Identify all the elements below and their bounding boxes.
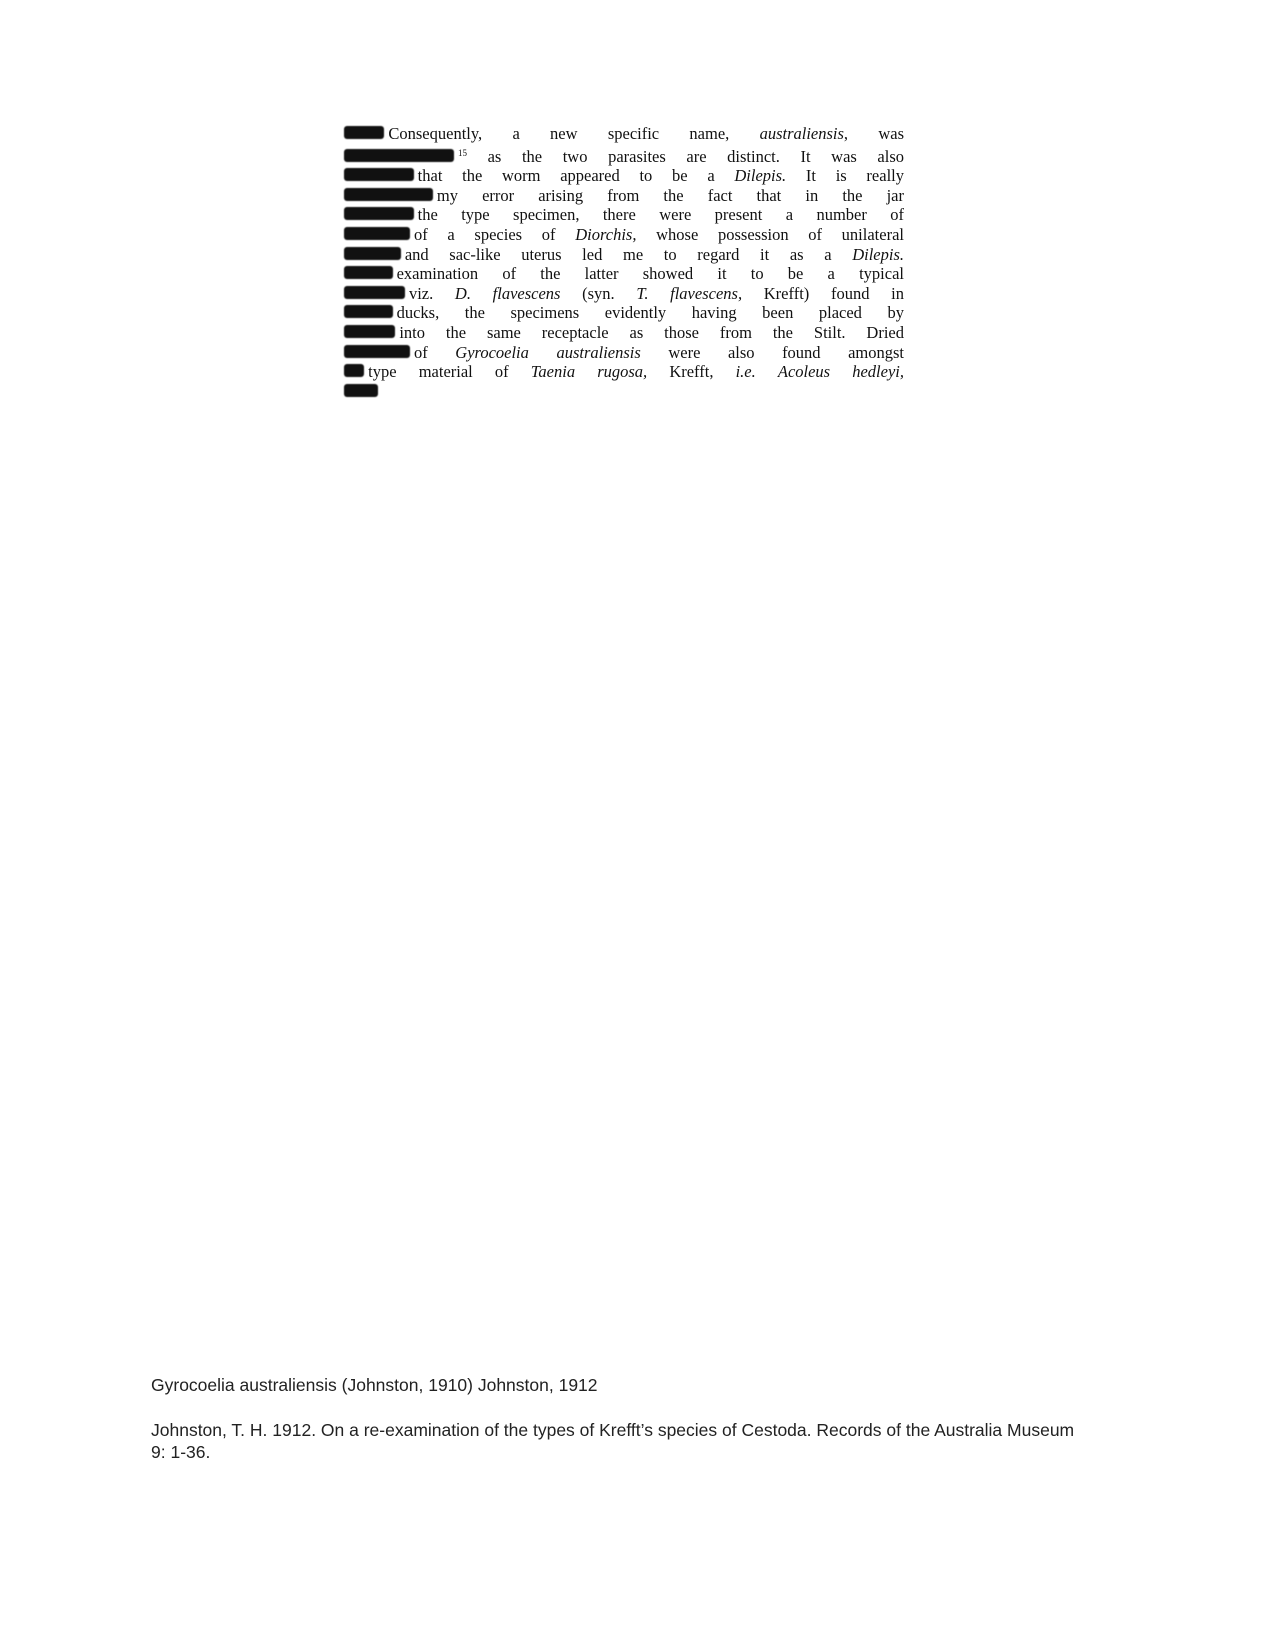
taxon-name: Gyrocoelia australiensis (Johnston, 1910) Johnston, 1912: [151, 1375, 598, 1395]
scan-line-text: and sac-like uterus led me to regard it as a Dilepis.: [404, 244, 904, 264]
smudged-word: [344, 188, 433, 201]
scan-line: [344, 323, 904, 343]
scan-noise: [600, 420, 900, 424]
scan-line: [344, 343, 904, 363]
footnote-marker: 15: [457, 147, 467, 158]
bibliographic-reference: Johnston, T. H. 1912. On a re-examination of the types of Krefft’s species of Cestoda. Records of the Australia Museum 9: 1-36.: [151, 1420, 1075, 1462]
scan-line: [344, 205, 904, 225]
scan-line: [344, 264, 904, 284]
scan-line-text: my error arising from the fact that in the jar: [436, 185, 904, 205]
scan-line-text: into the same receptacle as those from the Stilt. Dried: [399, 322, 904, 342]
smudged-word: [344, 126, 384, 139]
scan-line: [344, 303, 904, 323]
scan-line: [344, 245, 904, 265]
scan-line-text: viz. D. flavescens (syn. T. flavescens, Krefft) found in: [408, 283, 904, 303]
scan-line-text: as the two parasites are distinct. It was also: [487, 146, 904, 166]
smudged-word: [344, 247, 401, 260]
scan-line-text: ducks, the specimens evidently having been placed by: [396, 303, 904, 323]
scan-line: [344, 186, 904, 206]
scan-line-text: that the worm appeared to be a Dilepis. It is really: [417, 166, 904, 186]
scan-line: [344, 124, 904, 144]
scan-line-text: of Gyrocoelia australiensis were also found amongst: [413, 342, 905, 362]
scan-line-text: the type specimen, there were present a number of: [417, 205, 904, 225]
smudged-word: [344, 207, 414, 220]
scan-line: [344, 284, 904, 304]
smudged-word: [344, 325, 395, 338]
scan-line-text: of a species of Diorchis, whose possession of unilateral: [413, 224, 904, 244]
scan-line-text: Consequently, a new specific name, australiensis, was: [388, 124, 904, 143]
scan-line: [344, 166, 904, 186]
smudged-word: [344, 149, 454, 162]
smudged-word: [344, 227, 410, 240]
scan-line: [344, 144, 904, 167]
smudged-word: [344, 345, 410, 358]
smudged-word: [344, 286, 405, 299]
smudged-word: [344, 364, 364, 377]
scan-line: [344, 225, 904, 245]
smudged-word: [344, 168, 414, 181]
scanned-text-excerpt: [344, 124, 904, 401]
scan-line: [344, 362, 904, 382]
scan-line-text: type material of Taenia rugosa, Krefft, i.e. Acoleus hedleyi,: [368, 362, 904, 382]
smudged-word: [344, 384, 378, 397]
scan-line: [344, 382, 904, 402]
scan-line-text: examination of the latter showed it to be a typical: [396, 264, 904, 284]
smudged-word: [344, 266, 393, 279]
smudged-word: [344, 305, 393, 318]
